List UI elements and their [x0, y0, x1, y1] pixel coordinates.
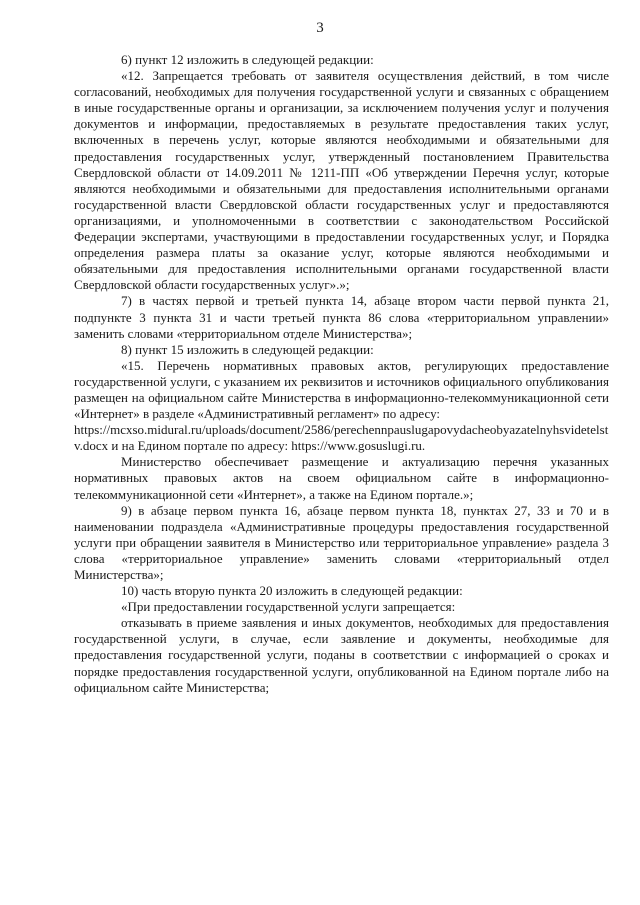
page-number: 3: [316, 20, 324, 36]
paragraph-clause-12: «12. Запрещается требовать от заявителя осуществления действий, в том числе согласований, необходимых для получения государственной услуги и связанных с обращением в иные государственные органы и организации, за исключением получения услуг и получения документов и информации, предоставляемых в результате предоставления таких услуг, включенных в перечень услуг, которые являются необходимыми и обязательными для предоставления государственных услуг, утвержденный постановлением Правительства Свердловской области от 14.09.2011 № 1211-ПП «Об утверждении Перечня услуг, которые являются необходимыми и обязательными для предоставления исполнительными органами государственной власти Свердловской области государственных услуг и предоставляются организациями, и уполномоченными в соответствии с законодательством Российской Федерации экспертами, участвующими в предоставлении государственных услуг, и Порядка определения размера платы за оказание услуг, которые являются необходимыми и обязательными для предоставления исполнительными органами государственной власти Свердловской области государственных услуг».»;: [74, 68, 609, 293]
paragraph-item-6: 6) пункт 12 изложить в следующей редакции:: [121, 52, 374, 67]
paragraph-item-10: 10) часть вторую пункта 20 изложить в следующей редакции:: [121, 583, 463, 599]
paragraph-item-8: 8) пункт 15 изложить в следующей редакции:: [121, 341, 374, 357]
document-body: [74, 52, 609, 696]
paragraph-item-7: 7) в частях первой и третьей пункта 14, абзаце втором части первой пункта 21, подпункте 3 пункта 31 и части третьей пункта 86 слова «территориальном управлении» заменить словами «территориальном отделе Министерства»;: [74, 293, 609, 341]
paragraph-clause-15: «15. Перечень нормативных правовых актов, регулирующих предоставление государственной услуги, с указанием их реквизитов и источников официального опубликования размещен на официальном сайте Министерства в информационно-телекоммуникационной сети «Интернет» в разделе «Административный регламент» по адресу:: [74, 357, 609, 422]
paragraph-prohibited: «При предоставлении государственной услуги запрещается:: [121, 599, 456, 615]
paragraph-ministry: Министерство обеспечивает размещение и актуализацию перечня указанных нормативных правовых актов на своем официальном сайте в информационно-телекоммуникационной сети «Интернет», а также на Едином портале.»;: [74, 454, 609, 502]
paragraph-url: https://mcxso.midural.ru/uploads/document/2586/perechennpauslugapovydacheobyazatelnyhsvidetelstv.docx и на Едином портале по адресу: https://www.gosuslugi.ru.: [74, 422, 609, 454]
paragraph-item-9: 9) в абзаце первом пункта 16, абзаце первом пункта 18, пунктах 27, 33 и 70 и в наименовании подраздела «Административные процедуры предоставления государственной услуги при обращении заявителя в Министерство или территориальное управление» раздела 3 слова «территориальное управление» заменить словами «территориальный отдел Министерства»;: [74, 502, 609, 582]
paragraph-refuse: отказывать в приеме заявления и иных документов, необходимых для предоставления государственной услуги, в случае, если заявление и документы, необходимые для предоставления государственной услуги, поданы в соответствии с информацией о сроках и порядке предоставления государственной услуги, опубликованной на Едином портале либо на официальном сайте Министерства;: [74, 615, 609, 695]
